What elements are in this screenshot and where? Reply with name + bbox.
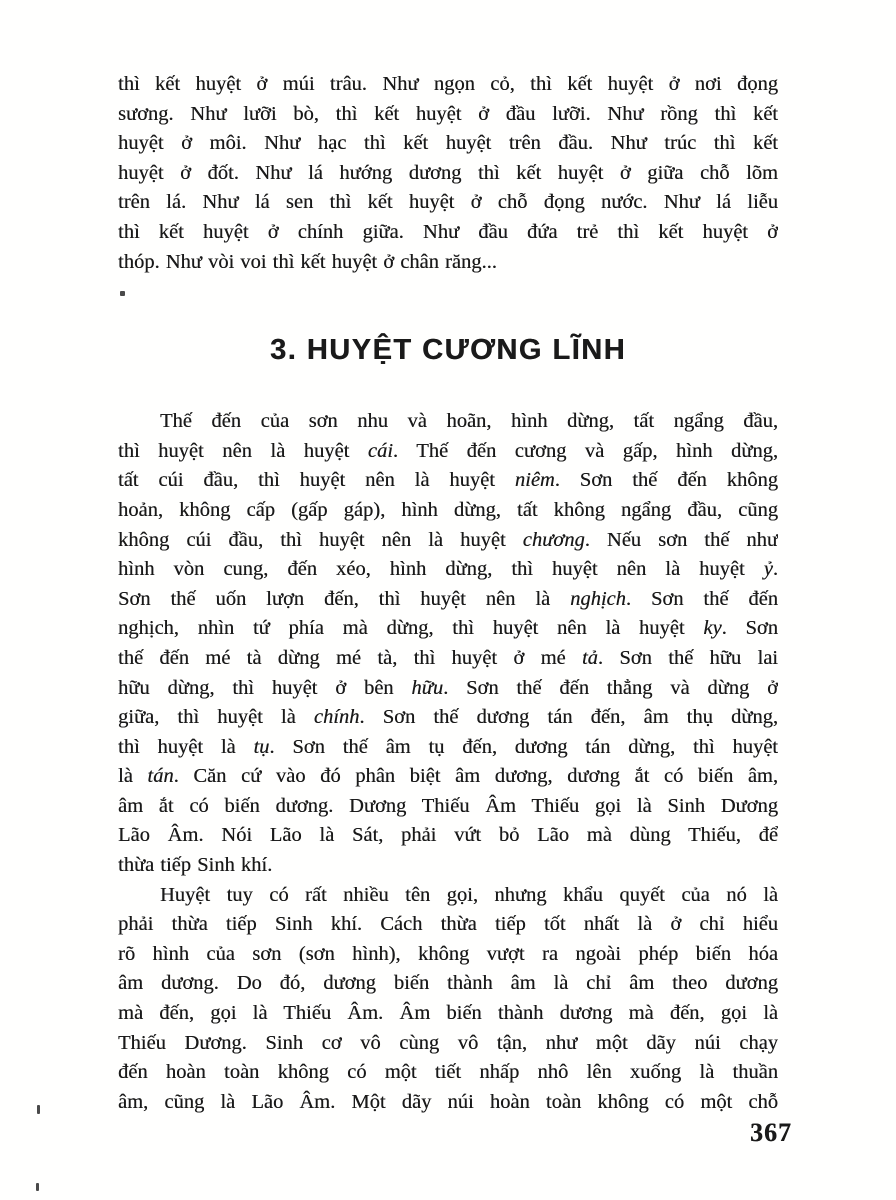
text-line [118, 644, 778, 674]
text-run: thế đến mé tà dừng mé tà, thì huyệt ở mé [118, 646, 582, 669]
text-line [118, 248, 778, 278]
text-line [118, 792, 778, 822]
text-line [118, 969, 778, 999]
text-line [118, 100, 778, 130]
text-run: . [772, 558, 778, 581]
paragraph-continuation [118, 70, 778, 277]
text-run: hữu dừng, thì huyệt ở bên [118, 676, 412, 699]
italic-term: hữu [411, 676, 444, 699]
text-run: không cúi đầu, thì huyệt nên là huyệt [118, 528, 523, 551]
text-run: . Sơn thế hữu lai [597, 646, 778, 669]
paragraph-sinh-khi [118, 881, 778, 1118]
text-run: . Sơn [721, 617, 778, 640]
italic-term: chính [313, 706, 360, 729]
text-line [118, 703, 778, 733]
text-line [118, 407, 778, 437]
text-run: thừa tiếp Sinh khí. [118, 854, 273, 877]
text-run: Huyệt tuy có rất nhiều tên gọi, nhưng khẩu quyết của nó là [160, 883, 778, 906]
text-run: nghịch, nhìn tứ phía mà dừng, thì huyệt nên là huyệt [118, 617, 704, 640]
text-run: thì kết huyệt ở múi trâu. Như ngọn cỏ, thì kết huyệt ở nơi đọng [118, 73, 778, 95]
text-run: sương. Như lưỡi bò, thì kết huyệt ở đầu lưỡi. Như rồng thì kết [118, 102, 778, 125]
text-run: mà đến, gọi là Thiếu Âm. Âm biến thành dương mà đến, gọi là [118, 1002, 778, 1025]
text-line [118, 159, 778, 189]
text-line [118, 555, 778, 585]
text-run: hoản, không cấp (gấp gáp), hình dừng, tất không ngẩng đầu, cũng [118, 498, 778, 521]
text-run: . Sơn thế đến không [554, 469, 778, 492]
text-run: Thiếu Dương. Sinh cơ vô cùng vô tận, như một dãy núi chạy [118, 1031, 778, 1054]
italic-term: cái [367, 439, 393, 462]
text-run: giữa, thì huyệt là [118, 706, 314, 729]
text-run: huyệt ở đốt. Như lá hướng dương thì kết huyệt ở giữa chỗ lõm [118, 161, 778, 184]
text-run: Sơn thế uốn lượn đến, thì huyệt nên là [118, 587, 571, 610]
section-heading: 3. HUYỆT CƯƠNG LĨNH [269, 334, 627, 367]
italic-term: ky [703, 617, 722, 640]
text-line [118, 881, 778, 911]
text-line [118, 674, 778, 704]
text-line [118, 218, 778, 248]
text-line [118, 129, 778, 159]
text-line [118, 496, 778, 526]
text-run: là [118, 765, 148, 788]
text-run: . Thế đến cương và gấp, hình dừng, [392, 439, 778, 462]
italic-term: ỷ [763, 558, 773, 581]
text-run: . Sơn thế đến thẳng và dừng ở [443, 676, 778, 699]
text-line [118, 999, 778, 1029]
text-line [118, 910, 778, 940]
text-run: . Sơn thế dương tán đến, âm thụ dừng, [359, 706, 778, 729]
italic-term: chương [522, 528, 585, 551]
text-line [118, 1029, 778, 1059]
page-content [118, 70, 778, 1117]
text-line [118, 585, 778, 615]
scan-artifact [37, 1105, 40, 1114]
text-run: trên lá. Như lá sen thì kết huyệt ở chỗ đọng nước. Như lá liễu [118, 191, 778, 214]
text-run: phải thừa tiếp Sinh khí. Cách thừa tiếp tốt nhất là ở chỉ hiểu [118, 913, 778, 936]
text-run: . Căn cứ vào đó phân biệt âm dương, dương ắt có biến âm, [173, 765, 778, 788]
text-run: âm ắt có biến dương. Dương Thiếu Âm Thiếu gọi là Sinh Dương [118, 794, 778, 817]
text-line [118, 1088, 778, 1118]
italic-term: tả [581, 646, 598, 669]
scan-artifact [36, 1183, 39, 1191]
text-line [118, 940, 778, 970]
text-run: huyệt ở môi. Như hạc thì kết huyệt trên đầu. Như trúc thì kết [118, 132, 778, 155]
text-line [118, 733, 778, 763]
italic-term: nghịch [570, 587, 626, 610]
text-run: thì kết huyệt ở chính giữa. Như đầu đứa trẻ thì kết huyệt ở [118, 220, 778, 243]
text-run: . Nếu sơn thế như [584, 528, 778, 551]
text-line [118, 851, 778, 881]
text-line [118, 70, 778, 100]
text-line [118, 466, 778, 496]
text-run: . Sơn thế đến [625, 587, 778, 610]
text-line [118, 188, 778, 218]
text-run: thì huyệt nên là huyệt [118, 439, 368, 462]
text-line [118, 526, 778, 556]
italic-term: tụ [253, 735, 270, 758]
text-run: Thế đến của sơn nhu và hoãn, hình dừng, tất ngẩng đầu, [160, 410, 778, 433]
text-line [118, 437, 778, 467]
text-run: tất cúi đầu, thì huyệt nên là huyệt [118, 469, 515, 492]
text-run: . Sơn thế âm tụ đến, dương tán dừng, thì huyệt [269, 735, 778, 758]
text-line [118, 821, 778, 851]
text-run: âm dương. Do đó, dương biến thành âm là chỉ âm theo dương [118, 972, 778, 995]
text-line [118, 614, 778, 644]
italic-term: niêm [514, 469, 555, 492]
text-run: thì huyệt là [118, 735, 254, 758]
page-number: 367 [750, 1118, 792, 1147]
italic-term: tán [147, 765, 174, 788]
text-run: thóp. Như vòi voi thì kết huyệt ở chân răng... [118, 250, 497, 273]
text-line [118, 1058, 778, 1088]
paragraph-huyet-forms [118, 407, 778, 881]
text-run: đến hoàn toàn không có một tiết nhấp nhô lên xuống là thuần [118, 1061, 778, 1084]
scan-artifact [120, 291, 125, 296]
text-run: hình vòn cung, đến xéo, hình dừng, thì huyệt nên là huyệt [118, 558, 764, 581]
text-run: rõ hình của sơn (sơn hình), không vượt ra ngoài phép biến hóa [118, 942, 778, 965]
text-run: âm, cũng là Lão Âm. Một dãy núi hoàn toàn không có một chỗ [118, 1090, 778, 1113]
text-run: Lão Âm. Nói Lão là Sát, phải vứt bỏ Lão mà dùng Thiếu, để [118, 824, 778, 847]
text-line [118, 762, 778, 792]
